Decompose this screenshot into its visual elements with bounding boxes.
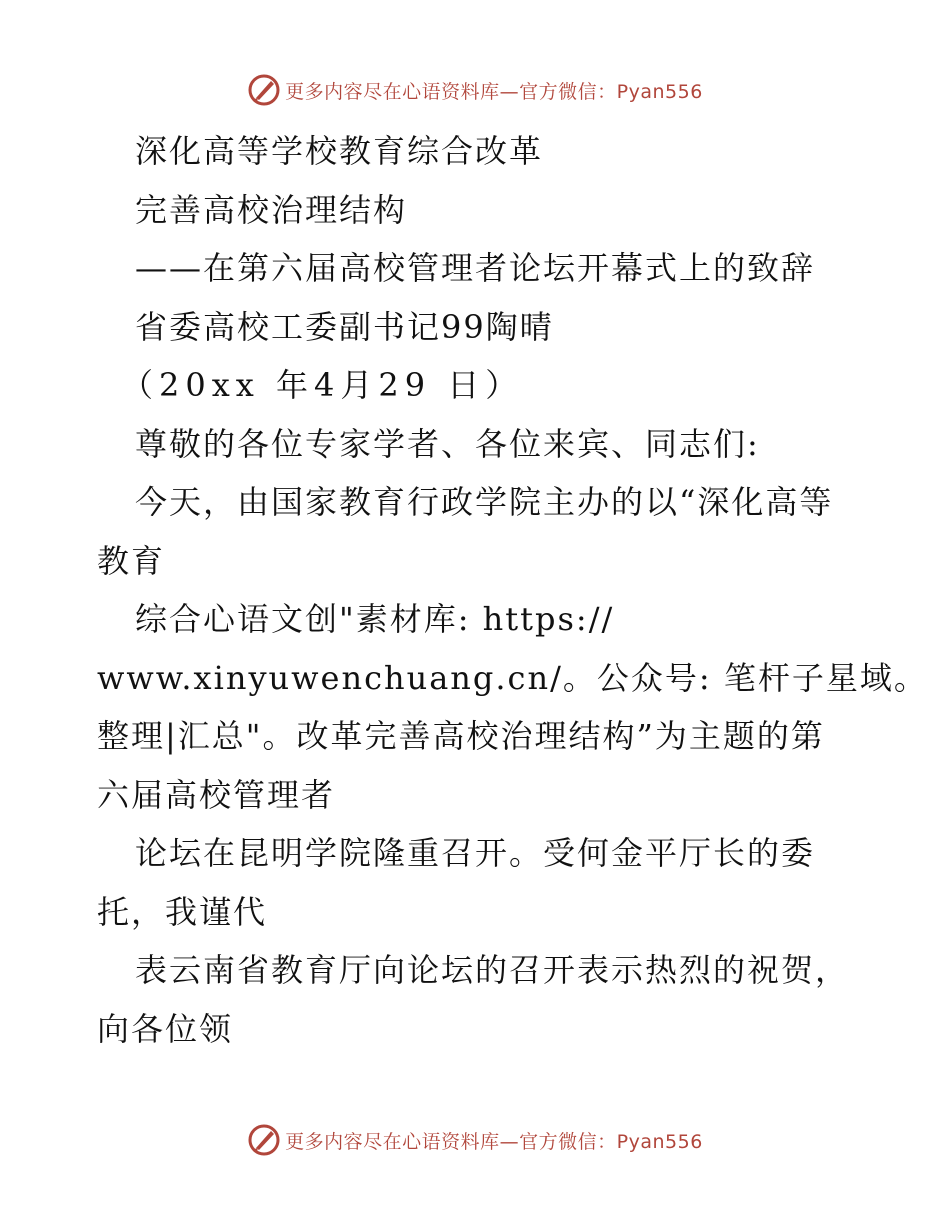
paragraph-line: 托，我谨代 — [97, 892, 268, 931]
header-watermark-banner — [0, 70, 950, 110]
watermark-contact-text: 官方微信：Pyan556 — [519, 1130, 703, 1153]
paragraph-line: 表云南省教育厅向论坛的召开表示热烈的祝贺， — [135, 951, 850, 989]
paragraph-line: 整理|汇总"。改革完善高校治理结构”为主题的第 — [97, 717, 825, 755]
document-title-line-1: 深化高等学校教育综合改革 — [135, 132, 544, 170]
document-salutation: 尊敬的各位专家学者、各位来宾、同志们: — [135, 424, 760, 463]
document-author: 省委高校工委副书记99陶晴 — [135, 307, 554, 346]
document-body — [97, 122, 928, 1058]
watermark-text — [285, 1127, 703, 1154]
paragraph-line: 论坛在昆明学院隆重召开。受何金平厅长的委 — [135, 834, 816, 872]
paragraph-line: www.xinyuwenchuang.cn/。公众号: 笔杆子星域。 — [97, 658, 928, 697]
watermark-contact-text: 官方微信：Pyan556 — [519, 80, 703, 103]
watermark-separator: — — [499, 80, 520, 103]
watermark-site-text: 更多内容尽在心语资料库 — [285, 1130, 500, 1153]
paragraph-line: 向各位领 — [97, 1009, 234, 1048]
footer-watermark-banner — [0, 1120, 950, 1160]
document-date: （20xx 年4月29 日） — [121, 366, 524, 404]
paragraph-line: 教育 — [97, 541, 166, 580]
watermark-separator: — — [499, 1130, 520, 1153]
watermark-text — [285, 77, 703, 104]
quill-pen-logo-icon — [247, 1123, 281, 1157]
document-title-line-2: 完善高校治理结构 — [135, 190, 408, 229]
watermark-site-text: 更多内容尽在心语资料库 — [285, 80, 500, 103]
paragraph-line: 六届高校管理者 — [97, 775, 336, 814]
quill-pen-logo-icon — [247, 73, 281, 107]
paragraph-line: 综合心语文创"素材库: https:// — [135, 600, 615, 638]
document-subtitle: ——在第六届高校管理者论坛开幕式上的致辞 — [135, 249, 816, 287]
paragraph-line: 今天，由国家教育行政学院主办的以“深化高等 — [135, 483, 834, 521]
